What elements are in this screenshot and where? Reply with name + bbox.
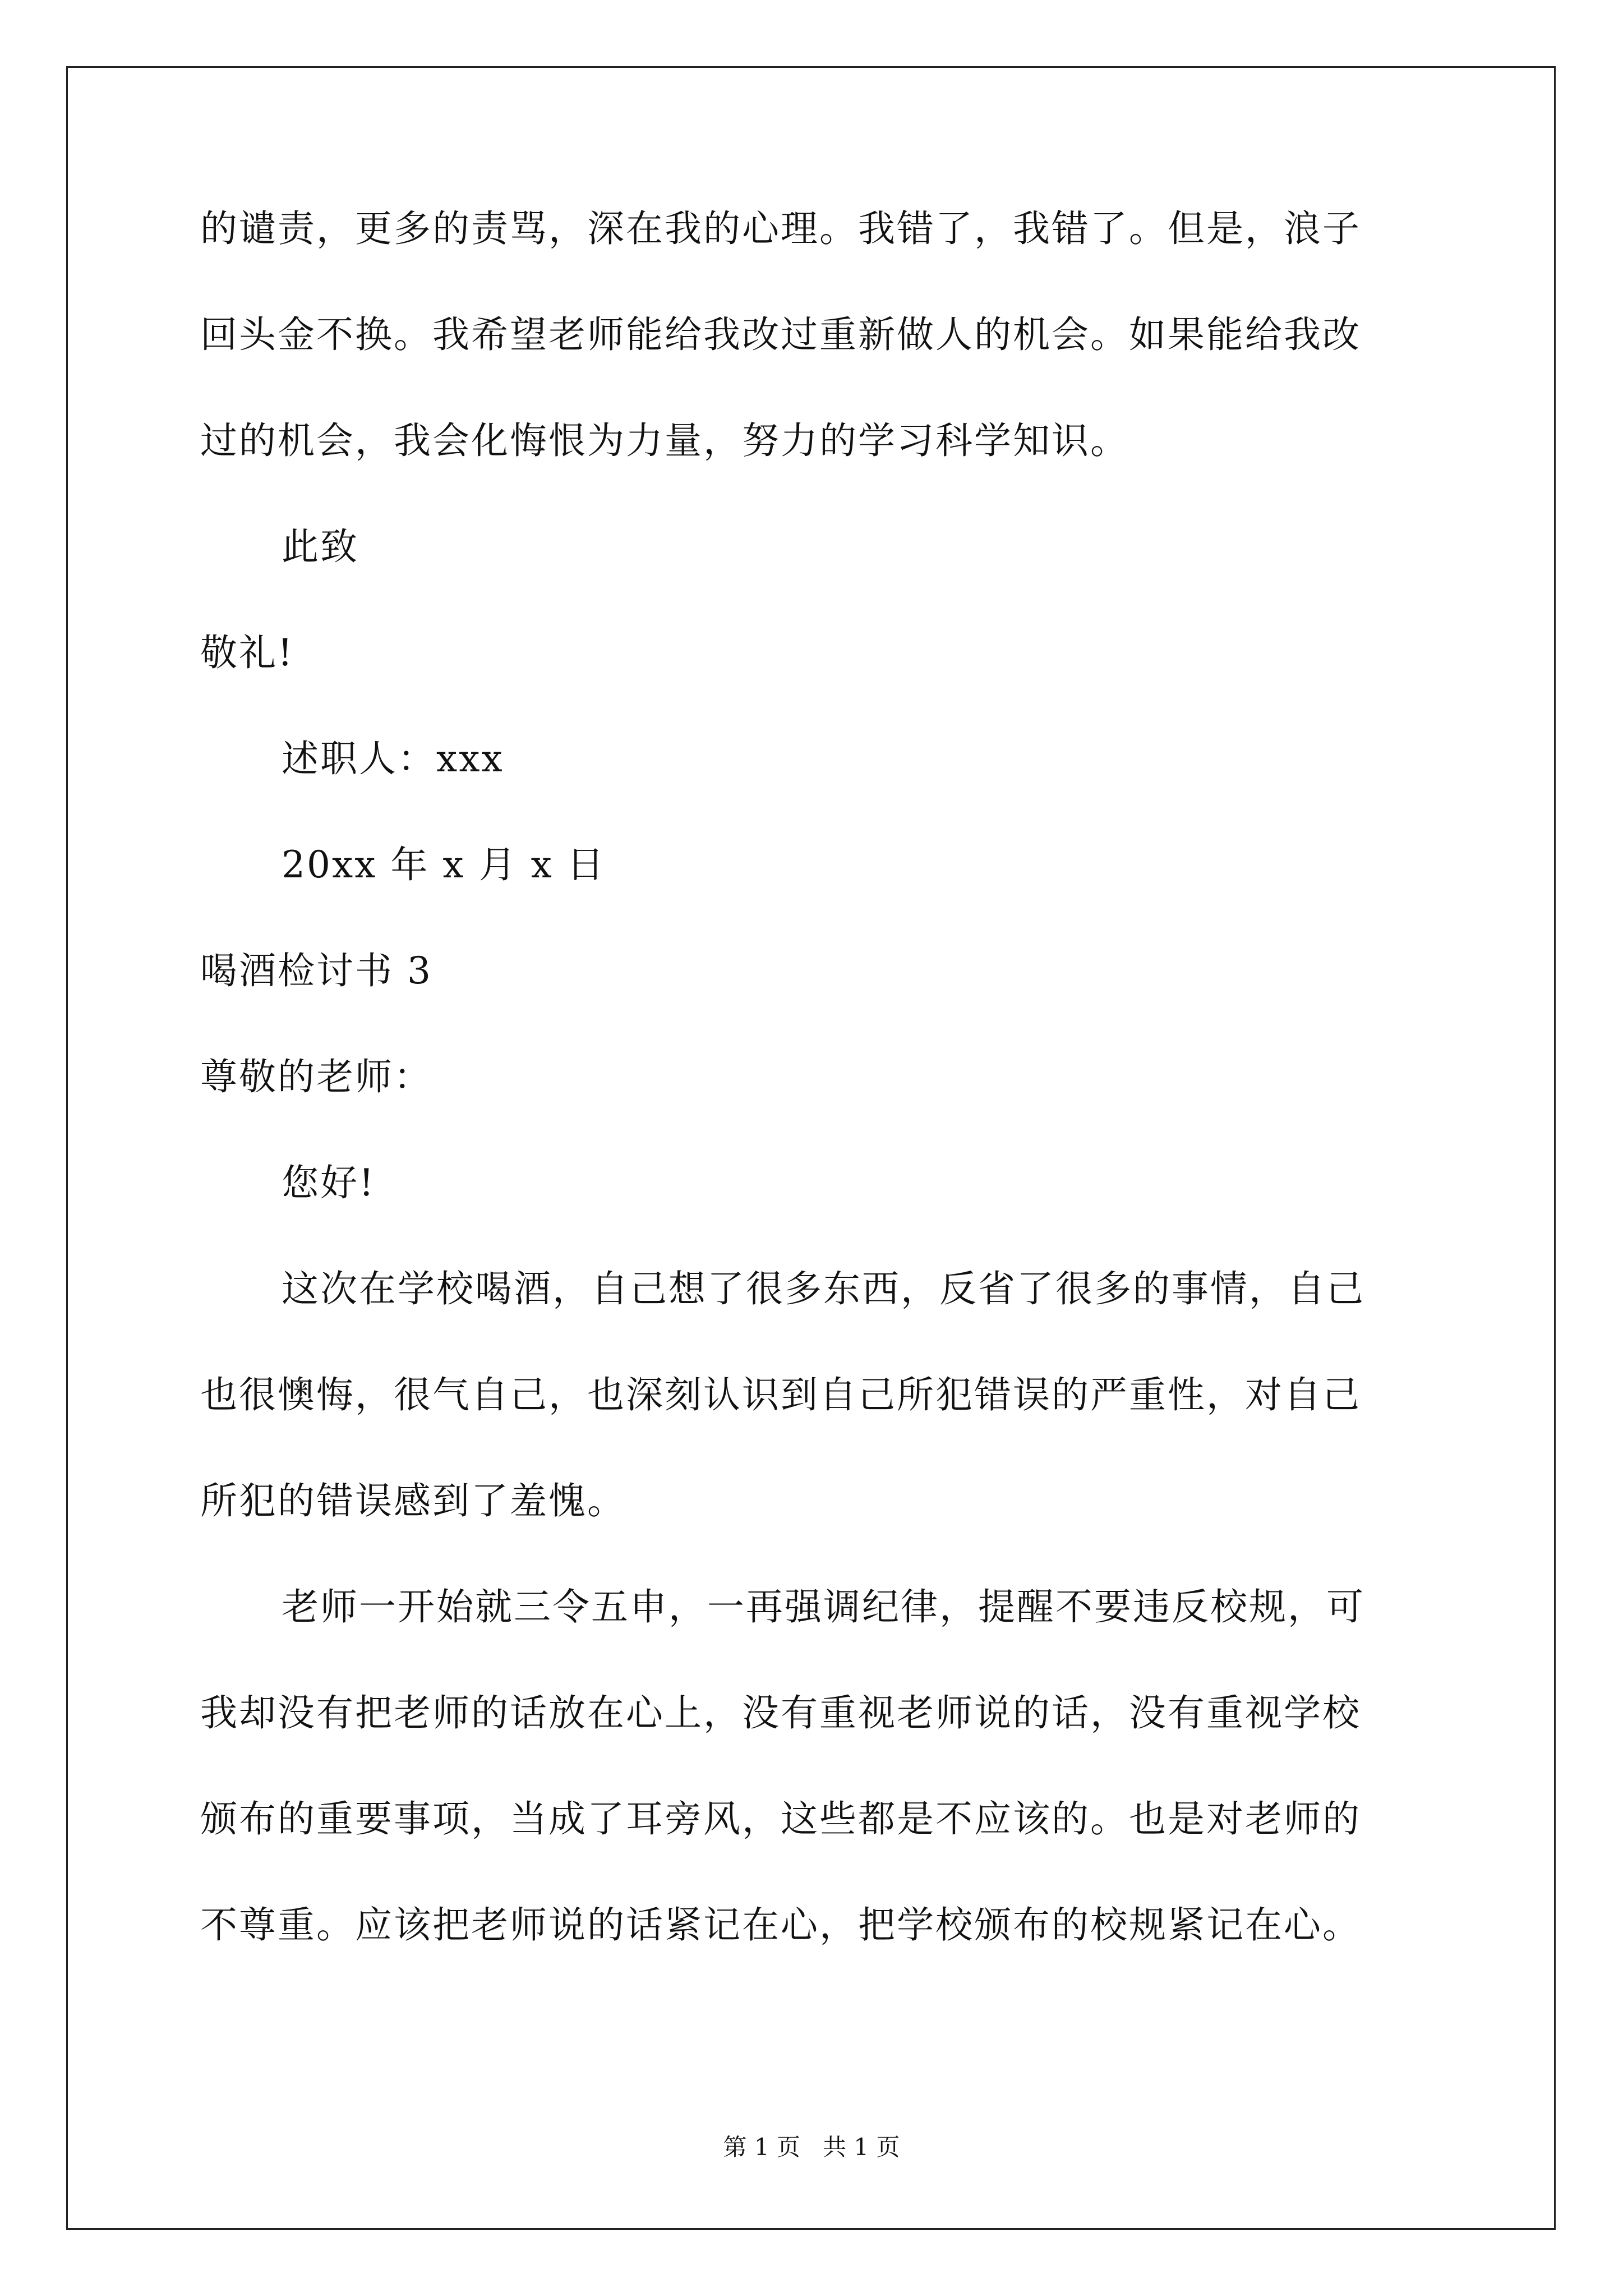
date-line: 20xx 年 x 月 x 日 <box>282 843 606 886</box>
salutation: 尊敬的老师： <box>200 1055 432 1098</box>
page-number-footer: 第 1 页 共 1 页 <box>723 2133 900 2161</box>
text-line: 我却没有把老师的话放在心上，没有重视老师说的话，没有重视学校 <box>200 1691 1361 1734</box>
section-title: 喝酒检讨书 3 <box>200 949 432 992</box>
text-line: 老师一开始就三令五申，一再强调纪律，提醒不要违反校规，可 <box>282 1585 1365 1628</box>
signature-line: 述职人：xxx <box>282 737 504 780</box>
greeting: 您好! <box>282 1161 376 1204</box>
text-line: 不尊重。应该把老师说的话紧记在心，把学校颁布的校规紧记在心。 <box>200 1903 1361 1947</box>
text-line: 回头金不换。我希望老师能给我改过重新做人的机会。如果能给我改 <box>200 313 1361 356</box>
closing-greeting: 敬礼! <box>200 631 294 674</box>
text-line: 所犯的错误感到了羞愧。 <box>200 1479 626 1522</box>
text-line: 这次在学校喝酒，自己想了很多东西，反省了很多的事情，自己 <box>282 1267 1365 1310</box>
closing-salutation: 此致 <box>282 525 359 568</box>
text-line: 过的机会，我会化悔恨为力量，努力的学习科学知识。 <box>200 419 1129 462</box>
text-line: 也很懊悔，很气自己，也深刻认识到自己所犯错误的严重性，对自己 <box>200 1373 1361 1416</box>
text-line: 颁布的重要事项，当成了耳旁风，这些都是不应该的。也是对老师的 <box>200 1797 1361 1841</box>
text-line: 的谴责，更多的责骂，深在我的心理。我错了，我错了。但是，浪子 <box>200 207 1361 250</box>
